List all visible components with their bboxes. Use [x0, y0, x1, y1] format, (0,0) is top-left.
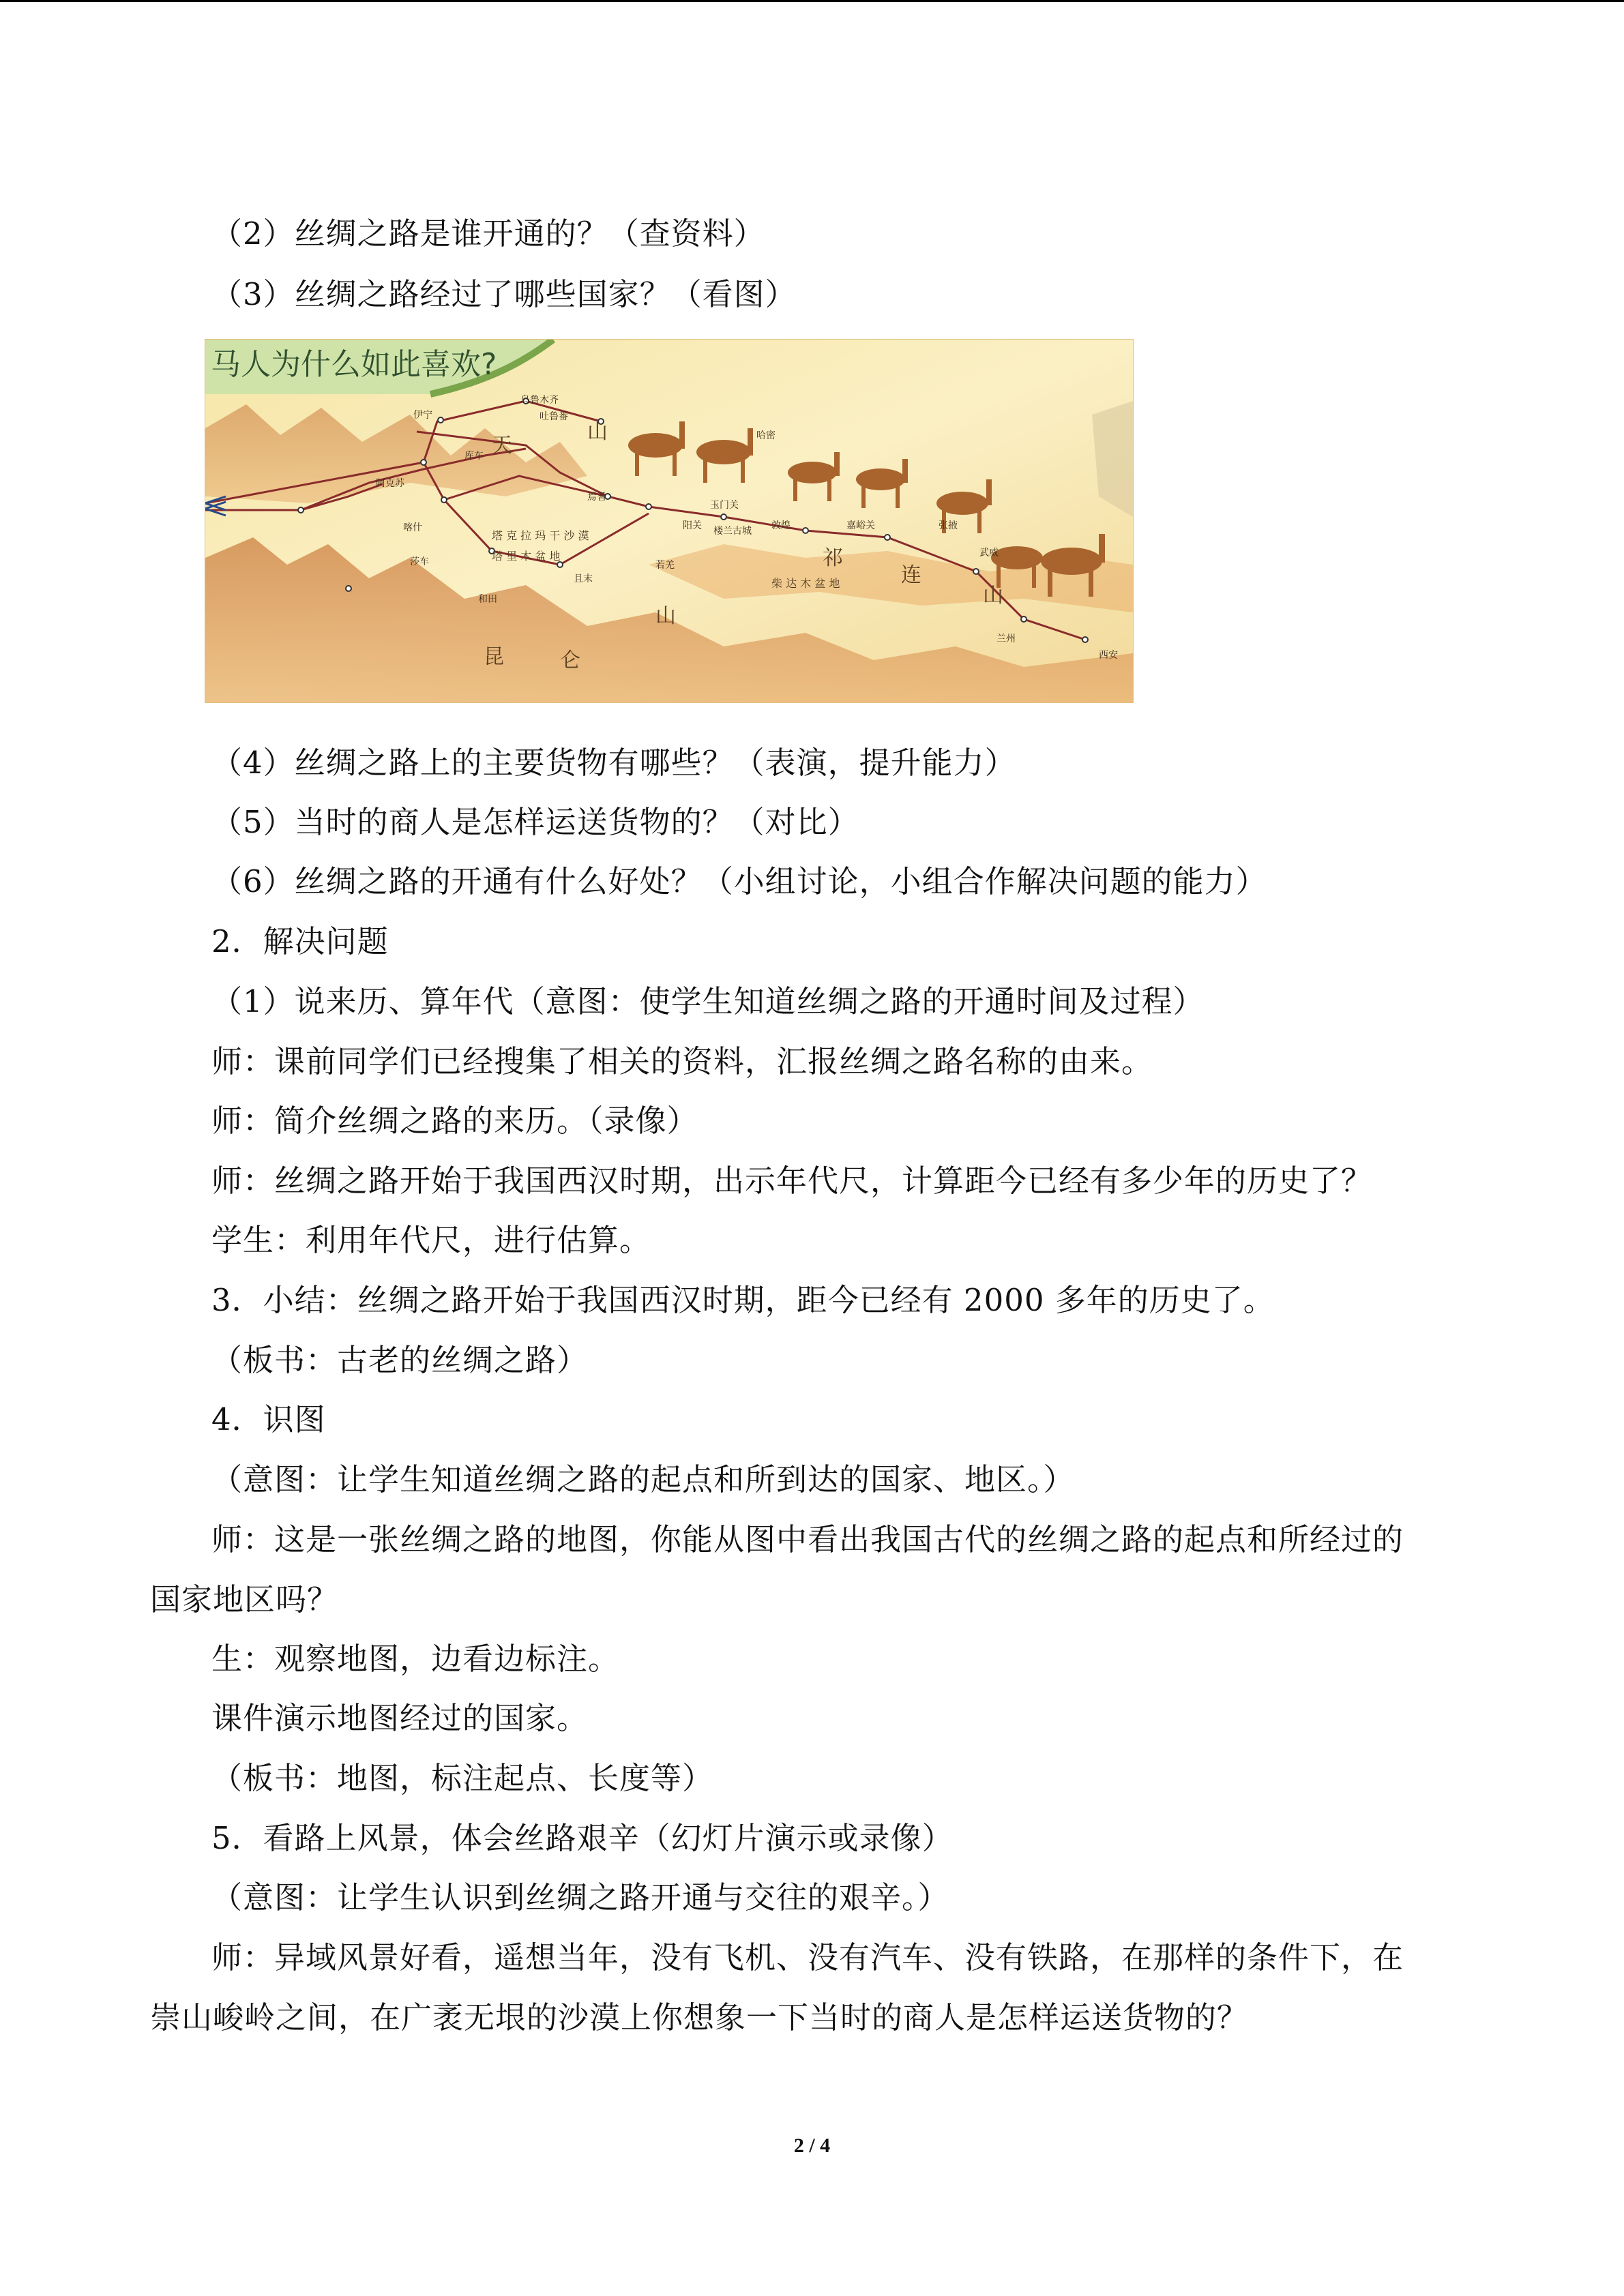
section-5-heading: 5．看路上风景，体会丝路艰辛（幻灯片演示或录像） [211, 1820, 954, 1856]
label-turpan: 吐鲁番 [540, 411, 568, 422]
top-border [0, 0, 1624, 2]
label-dunhuang: 敦煌 [771, 520, 791, 531]
teacher-line-2: 师：简介丝绸之路的来历。（录像） [211, 1103, 698, 1139]
label-qi: 祁 [823, 546, 843, 570]
label-shan-3: 山 [655, 604, 676, 628]
label-yumenguan: 玉门关 [710, 500, 739, 511]
question-3: （3）丝绸之路经过了哪些国家？（看图） [211, 276, 797, 312]
label-shan-1: 山 [587, 420, 608, 444]
map-illustration [205, 340, 1133, 702]
board-note-2: （板书：地图，标注起点、长度等） [211, 1760, 714, 1796]
student-line-2: 生：观察地图，边看边标注。 [211, 1641, 620, 1677]
board-note-1: （板书：古老的丝绸之路） [211, 1342, 589, 1378]
label-qiemo: 且末 [574, 573, 593, 584]
label-zhangye: 张掖 [939, 520, 958, 531]
label-kashgar: 喀什 [403, 522, 422, 533]
label-hami: 哈密 [756, 430, 776, 441]
label-hotan: 和田 [478, 594, 497, 605]
teacher-line-5b: 崇山峻岭之间，在广袤无垠的沙漠上你想象一下当时的商人是怎样运送货物的？ [150, 1999, 1249, 2036]
label-yangguan: 阳关 [683, 520, 702, 531]
label-loulan: 楼兰古城 [713, 526, 752, 537]
section-3-summary: 3．小结：丝绸之路开始于我国西汉时期，距今已经有 2000 多年的历史了。 [211, 1282, 1275, 1318]
section-4-heading: 4．识图 [211, 1401, 326, 1437]
label-yining: 伊宁 [413, 410, 432, 421]
label-urumqi: 乌鲁木齐 [520, 395, 559, 406]
label-kuqa: 库车 [464, 451, 484, 462]
label-ruoqiang: 若羌 [655, 560, 675, 571]
teacher-line-3: 师：丝绸之路开始于我国西汉时期，出示年代尺，计算距今已经有多少年的历史了？ [211, 1163, 1373, 1199]
map-title: 马人为什么如此喜欢? [211, 347, 497, 382]
student-line-1: 学生：利用年代尺，进行估算。 [211, 1222, 651, 1258]
question-6: （6）丝绸之路的开通有什么好处？（小组讨论，小组合作解决问题的能力） [211, 863, 1267, 899]
label-shan-2: 山 [983, 584, 1003, 608]
intent-5: （意图：让学生认识到丝绸之路开通与交往的艰辛。） [211, 1879, 949, 1915]
label-lun: 仑 [560, 648, 580, 672]
question-2: （2）丝绸之路是谁开通的？（查资料） [211, 215, 765, 252]
intent-4: （意图：让学生知道丝绸之路的起点和所到达的国家、地区。） [211, 1461, 1075, 1497]
question-5: （5）当时的商人是怎样运送货物的？（对比） [211, 804, 859, 840]
section-2-heading: 2．解决问题 [211, 923, 389, 959]
courseware-line: 课件演示地图经过的国家。 [211, 1700, 589, 1736]
label-lian: 连 [901, 563, 921, 587]
question-4: （4）丝绸之路上的主要货物有哪些？（表演，提升能力） [211, 745, 1016, 781]
silk-road-map [205, 339, 1134, 703]
label-tian: 天 [492, 434, 512, 458]
label-qaidam: 柴 达 木 盆 地 [771, 577, 840, 590]
label-tarim: 塔 里 木 盆 地 [492, 550, 561, 563]
label-wuwei: 武威 [979, 548, 999, 558]
label-jiayuguan: 嘉峪关 [846, 520, 875, 531]
label-xian: 西安 [1099, 650, 1118, 661]
label-kun: 昆 [484, 645, 504, 669]
teacher-line-1: 师：课前同学们已经搜集了相关的资料，汇报丝绸之路名称的由来。 [211, 1043, 1153, 1079]
section-2-item-1: （1）说来历、算年代（意图：使学生知道丝绸之路的开通时间及过程） [211, 983, 1205, 1019]
label-shache: 莎车 [410, 556, 429, 567]
page-number: 2 / 4 [793, 2134, 831, 2157]
teacher-line-4a: 师：这是一张丝绸之路的地图，你能从图中看出我国古代的丝绸之路的起点和所经过的 [211, 1521, 1404, 1557]
label-aksu: 阿克苏 [376, 478, 404, 489]
teacher-line-5a: 师：异域风景好看，遥想当年，没有飞机、没有汽车、没有铁路，在那样的条件下，在 [211, 1939, 1404, 1976]
label-taklimakan: 塔 克 拉 玛 干 沙 漠 [492, 529, 589, 542]
teacher-line-4b: 国家地区吗？ [150, 1581, 339, 1617]
label-yanqi: 焉耆 [587, 492, 606, 503]
label-lanzhou: 兰州 [996, 633, 1016, 644]
